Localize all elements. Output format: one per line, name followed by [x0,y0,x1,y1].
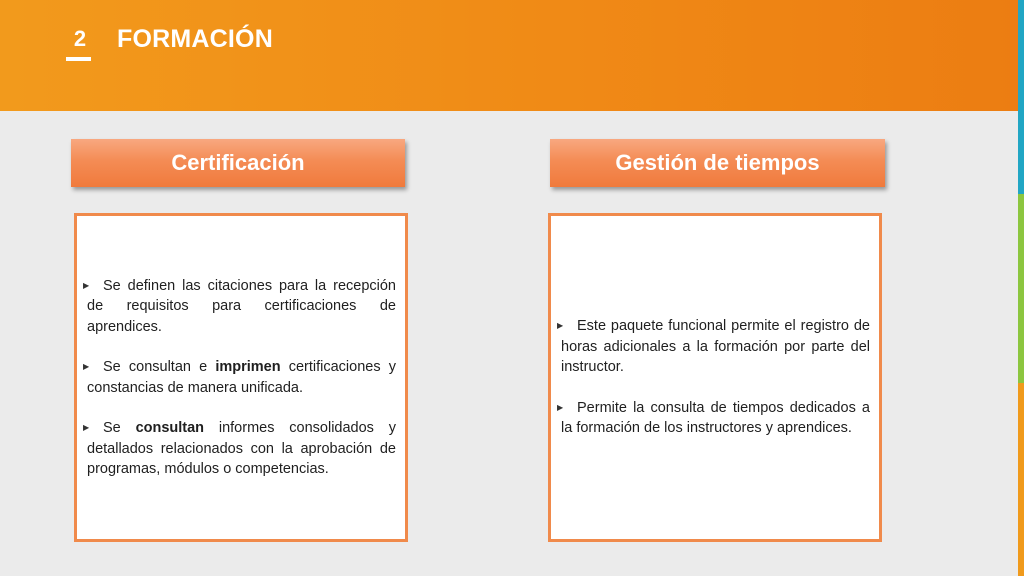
triangle-right-icon: ▶ [557,321,564,331]
section-title: FORMACIÓN [117,25,273,53]
list-item [83,276,396,338]
triangle-right-icon: ▶ [557,402,564,412]
bullet-text: Se definen las citaciones para la recepción de requisitos para certificaciones de aprendices. [87,277,396,335]
bullet-text-post: certificaciones y constancias de manera unificada. [87,359,396,396]
bullet-text-pre: Se [103,420,136,436]
bullet-text: Este paquete funcional permite el registro de horas adicionales a la formación por parte del instructor. [561,318,870,376]
section-number-underline [66,57,91,61]
accent-bar-blue [1018,0,1024,194]
bullet-text-bold: imprimen [215,359,281,375]
list-item [83,418,397,480]
section-number: 2 [73,26,87,51]
triangle-right-icon: ▶ [83,362,90,371]
header-banner [0,0,1018,111]
list-item [557,316,870,378]
gestion-tiempos-card [548,213,882,542]
list-item [83,357,396,398]
triangle-right-icon: ▶ [83,423,90,432]
bullet-text-pre: Se consultan e [103,359,216,375]
triangle-right-icon: ▶ [83,280,90,290]
bullet-text-post: informes consolidados y detallados relacionados con la aprobación de programas, módulos o competencias. [87,420,397,477]
accent-bar-orange [1018,383,1024,576]
bullet-text-bold: consultan [135,420,205,436]
accent-bar-green [1018,194,1024,383]
list-item [557,398,870,439]
certificacion-card [74,213,408,542]
certificacion-heading: Certificación [71,139,405,187]
bullet-text: Permite la consulta de tiempos dedicados a la formación de los instructores y aprendices. [561,399,870,437]
gestion-tiempos-heading: Gestión de tiempos [550,139,885,187]
